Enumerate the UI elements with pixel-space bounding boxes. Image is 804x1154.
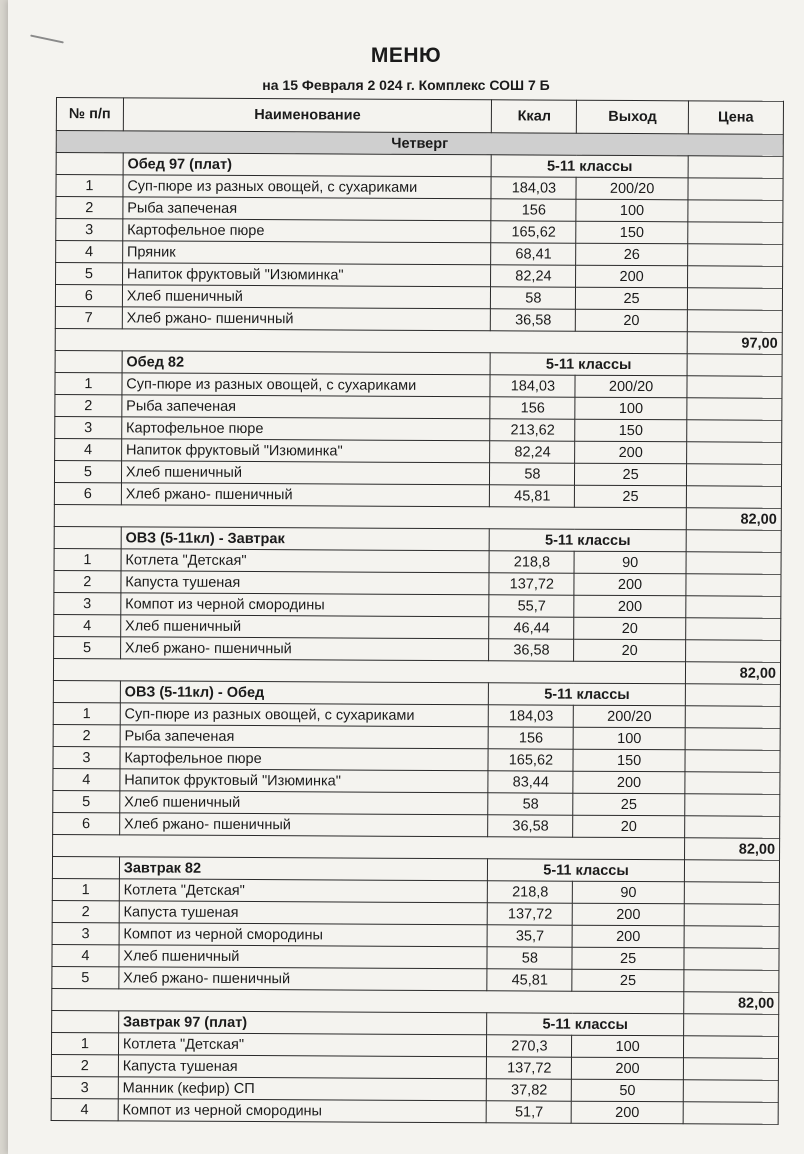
item-price bbox=[685, 794, 780, 816]
item-num: 3 bbox=[54, 592, 121, 614]
item-kcal: 218,8 bbox=[488, 881, 573, 903]
item-kcal: 137,72 bbox=[489, 573, 574, 595]
item-kcal: 51,7 bbox=[487, 1101, 572, 1123]
item-kcal: 36,58 bbox=[489, 639, 574, 661]
section-title: Обед 97 (плат) bbox=[123, 153, 492, 177]
item-output: 200 bbox=[572, 1101, 683, 1124]
item-num: 3 bbox=[55, 416, 122, 438]
section-title: Завтрак 82 bbox=[119, 857, 488, 881]
item-num: 5 bbox=[52, 966, 119, 988]
item-price bbox=[684, 926, 779, 948]
item-kcal: 45,81 bbox=[490, 485, 575, 507]
section-title: Завтрак 97 (плат) bbox=[118, 1011, 487, 1035]
item-kcal: 156 bbox=[490, 397, 575, 419]
item-output: 150 bbox=[575, 419, 686, 442]
item-name: Суп-пюре из разных овощей, с сухариками bbox=[123, 175, 492, 199]
item-kcal: 184,03 bbox=[489, 705, 574, 727]
item-num: 6 bbox=[55, 285, 122, 307]
item-name: Котлета "Детская" bbox=[119, 879, 488, 903]
item-kcal: 46,44 bbox=[489, 617, 574, 639]
col-header-kcal: Ккал bbox=[492, 100, 577, 133]
item-name: Манник (кефир) СП bbox=[118, 1077, 487, 1101]
item-num: 1 bbox=[52, 878, 119, 900]
item-output: 200 bbox=[574, 595, 685, 618]
item-kcal: 83,44 bbox=[488, 771, 573, 793]
pen-mark bbox=[30, 34, 64, 43]
item-output: 26 bbox=[576, 243, 687, 266]
item-kcal: 82,24 bbox=[491, 265, 576, 287]
section-title: ОВЗ (5-11кл) - Завтрак bbox=[121, 527, 490, 551]
page-title: МЕНЮ bbox=[370, 44, 442, 67]
item-name: Напиток фруктовый "Изюминка" bbox=[120, 769, 489, 793]
item-kcal: 58 bbox=[491, 287, 576, 309]
item-output: 200/20 bbox=[575, 375, 686, 398]
item-price bbox=[683, 1058, 778, 1080]
item-num: 5 bbox=[53, 790, 120, 812]
item-price bbox=[684, 904, 779, 926]
item-name: Компот из черной смородины bbox=[119, 923, 488, 947]
item-output: 150 bbox=[576, 221, 687, 244]
item-num: 3 bbox=[56, 219, 123, 241]
item-name: Картофельное пюре bbox=[122, 417, 491, 441]
section-title: ОВЗ (5-11кл) - Обед bbox=[120, 681, 489, 705]
item-price bbox=[688, 178, 783, 200]
item-price bbox=[684, 882, 779, 904]
item-output: 25 bbox=[576, 287, 687, 310]
item-name: Напиток фруктовый "Изюминка" bbox=[121, 439, 490, 463]
item-output: 25 bbox=[573, 793, 684, 816]
item-price bbox=[686, 442, 781, 464]
item-name: Хлеб ржано- пшеничный bbox=[122, 307, 491, 331]
section-group: 5-11 классы bbox=[490, 529, 687, 552]
item-num: 4 bbox=[53, 768, 120, 790]
item-output: 200/20 bbox=[574, 705, 685, 728]
item-name: Капуста тушеная bbox=[118, 1055, 487, 1079]
section-total-price: 82,00 bbox=[684, 838, 779, 860]
item-kcal: 137,72 bbox=[487, 1057, 572, 1079]
item-output: 100 bbox=[574, 727, 685, 750]
item-name: Рыба запеченая bbox=[120, 725, 489, 749]
section-num-empty bbox=[56, 153, 123, 175]
item-price bbox=[685, 618, 780, 640]
item-price bbox=[685, 706, 780, 728]
section-price-empty bbox=[687, 354, 782, 376]
section-title: Обед 82 bbox=[122, 351, 491, 375]
item-kcal: 35,7 bbox=[487, 925, 572, 947]
section-price-empty bbox=[685, 684, 780, 706]
item-output: 25 bbox=[575, 485, 686, 508]
item-price bbox=[687, 310, 782, 332]
item-num: 3 bbox=[53, 746, 120, 768]
item-output: 25 bbox=[575, 463, 686, 486]
item-kcal: 184,03 bbox=[490, 375, 575, 397]
item-name: Котлета "Детская" bbox=[118, 1033, 487, 1057]
item-output: 200/20 bbox=[576, 177, 687, 200]
section-num-empty bbox=[53, 680, 120, 702]
section-price-empty bbox=[684, 860, 779, 882]
item-num: 4 bbox=[54, 614, 121, 636]
item-num: 6 bbox=[54, 482, 121, 504]
item-kcal: 55,7 bbox=[489, 595, 574, 617]
col-header-name: Наименование bbox=[123, 98, 492, 133]
item-output: 50 bbox=[572, 1079, 683, 1102]
item-price bbox=[685, 750, 780, 772]
item-price bbox=[687, 288, 782, 310]
col-header-output: Выход bbox=[577, 100, 689, 134]
item-kcal: 45,81 bbox=[487, 969, 572, 991]
item-num: 6 bbox=[53, 812, 120, 834]
item-name: Капуста тушеная bbox=[119, 901, 488, 925]
item-num: 3 bbox=[51, 1076, 118, 1098]
section-total-price: 82,00 bbox=[684, 992, 779, 1014]
item-num: 2 bbox=[56, 197, 123, 219]
item-output: 100 bbox=[572, 1035, 683, 1058]
item-price bbox=[684, 816, 779, 838]
item-price bbox=[686, 596, 781, 618]
item-name: Хлеб ржано- пшеничный bbox=[121, 483, 490, 507]
item-output: 200 bbox=[572, 1057, 683, 1080]
item-output: 20 bbox=[574, 639, 685, 662]
item-price bbox=[686, 486, 781, 508]
item-name: Хлеб пшеничный bbox=[122, 285, 491, 309]
item-kcal: 137,72 bbox=[488, 903, 573, 925]
item-price bbox=[687, 244, 782, 266]
item-kcal: 156 bbox=[488, 727, 573, 749]
page-subtitle: на 15 Февраля 2 024 г. Комплекс СОШ 7 Б bbox=[262, 77, 550, 93]
item-price bbox=[688, 200, 783, 222]
item-price bbox=[685, 728, 780, 750]
item-num: 5 bbox=[54, 460, 121, 482]
item-num: 5 bbox=[54, 636, 121, 658]
item-num: 1 bbox=[55, 372, 122, 394]
item-kcal: 156 bbox=[491, 199, 576, 221]
item-price bbox=[685, 640, 780, 662]
item-num: 3 bbox=[52, 922, 119, 944]
col-header-price: Цена bbox=[688, 101, 783, 134]
section-total-price: 82,00 bbox=[685, 662, 780, 684]
item-price bbox=[684, 948, 779, 970]
item-name: Напиток фруктовый "Изюминка" bbox=[122, 263, 491, 287]
item-kcal: 36,58 bbox=[491, 309, 576, 331]
item-num: 1 bbox=[56, 175, 123, 197]
item-output: 200 bbox=[573, 771, 684, 794]
item-price bbox=[683, 1080, 778, 1102]
item-price bbox=[683, 1036, 778, 1058]
section-num-empty bbox=[54, 526, 121, 548]
section-price-empty bbox=[688, 156, 783, 178]
item-kcal: 58 bbox=[488, 793, 573, 815]
item-output: 90 bbox=[573, 881, 684, 904]
section-num-empty bbox=[52, 1010, 119, 1032]
section-total-price: 97,00 bbox=[687, 332, 782, 354]
item-num: 4 bbox=[56, 241, 123, 263]
item-price bbox=[686, 574, 781, 596]
item-num: 5 bbox=[56, 263, 123, 285]
item-kcal: 213,62 bbox=[490, 419, 575, 441]
item-output: 200 bbox=[576, 265, 687, 288]
item-name: Компот из черной смородины bbox=[121, 593, 490, 617]
item-kcal: 37,82 bbox=[487, 1079, 572, 1101]
item-name: Картофельное пюре bbox=[123, 219, 492, 243]
item-kcal: 68,41 bbox=[491, 243, 576, 265]
item-price bbox=[687, 266, 782, 288]
item-num: 2 bbox=[55, 394, 122, 416]
item-name: Капуста тушеная bbox=[121, 571, 490, 595]
day-label: Четверг bbox=[56, 131, 783, 157]
item-kcal: 165,62 bbox=[491, 221, 576, 243]
item-num: 1 bbox=[54, 548, 121, 570]
item-num: 2 bbox=[52, 900, 119, 922]
item-num: 4 bbox=[52, 944, 119, 966]
item-output: 100 bbox=[576, 199, 687, 222]
section-group: 5-11 классы bbox=[488, 859, 685, 882]
item-name: Суп-пюре из разных овощей, с сухариками bbox=[120, 703, 489, 727]
item-kcal: 165,62 bbox=[488, 749, 573, 771]
item-output: 200 bbox=[573, 903, 684, 926]
item-name: Котлета "Детская" bbox=[121, 549, 490, 573]
item-num: 4 bbox=[55, 438, 122, 460]
section-total-price: 82,00 bbox=[686, 508, 781, 530]
item-price bbox=[686, 552, 781, 574]
item-kcal: 58 bbox=[490, 463, 575, 485]
item-name: Хлеб пшеничный bbox=[119, 945, 488, 969]
section-num-empty bbox=[55, 350, 122, 372]
item-output: 200 bbox=[572, 925, 683, 948]
header-row bbox=[56, 98, 783, 135]
item-num: 2 bbox=[54, 570, 121, 592]
item-name: Хлеб ржано- пшеничный bbox=[119, 813, 488, 837]
item-output: 25 bbox=[572, 947, 683, 970]
item-output: 90 bbox=[574, 551, 685, 574]
item-name: Картофельное пюре bbox=[120, 747, 489, 771]
item-price bbox=[683, 1102, 778, 1124]
col-header-num: № п/п bbox=[56, 98, 123, 131]
item-price bbox=[684, 970, 779, 992]
item-output: 25 bbox=[572, 969, 683, 992]
item-output: 200 bbox=[575, 441, 686, 464]
section-group: 5-11 классы bbox=[491, 155, 688, 178]
item-num: 7 bbox=[55, 306, 122, 328]
section-group: 5-11 классы bbox=[490, 353, 687, 376]
item-num: 1 bbox=[53, 702, 120, 724]
item-kcal: 184,03 bbox=[491, 177, 576, 199]
item-name: Хлеб пшеничный bbox=[120, 791, 489, 815]
menu-table bbox=[51, 97, 784, 1125]
item-name: Хлеб ржано- пшеничный bbox=[120, 637, 489, 661]
item-price bbox=[686, 464, 781, 486]
item-output: 150 bbox=[573, 749, 684, 772]
item-output: 20 bbox=[574, 617, 685, 640]
item-price bbox=[687, 398, 782, 420]
item-num: 2 bbox=[53, 724, 120, 746]
item-name: Рыба запеченая bbox=[122, 395, 491, 419]
item-name: Хлеб ржано- пшеничный bbox=[119, 967, 488, 991]
table-row bbox=[51, 1098, 778, 1124]
item-name: Рыба запеченая bbox=[123, 197, 492, 221]
section-group: 5-11 классы bbox=[489, 683, 686, 706]
item-name: Компот из черной смородины bbox=[118, 1099, 487, 1123]
item-output: 20 bbox=[573, 815, 684, 838]
section-num-empty bbox=[52, 856, 119, 878]
menu-sheet bbox=[8, 0, 804, 1154]
item-num: 2 bbox=[51, 1054, 118, 1076]
item-price bbox=[688, 222, 783, 244]
item-num: 1 bbox=[51, 1032, 118, 1054]
item-name: Пряник bbox=[122, 241, 491, 265]
item-kcal: 36,58 bbox=[488, 815, 573, 837]
item-name: Суп-пюре из разных овощей, с сухариками bbox=[122, 373, 491, 397]
section-price-empty bbox=[683, 1014, 778, 1036]
item-num: 4 bbox=[51, 1098, 118, 1120]
item-output: 200 bbox=[574, 573, 685, 596]
section-group: 5-11 классы bbox=[487, 1013, 684, 1036]
item-price bbox=[687, 376, 782, 398]
item-kcal: 58 bbox=[487, 947, 572, 969]
item-kcal: 82,24 bbox=[490, 441, 575, 463]
item-name: Хлеб пшеничный bbox=[121, 461, 490, 485]
item-price bbox=[685, 772, 780, 794]
section-price-empty bbox=[686, 530, 781, 552]
item-price bbox=[687, 420, 782, 442]
item-kcal: 218,8 bbox=[489, 551, 574, 573]
item-output: 20 bbox=[576, 309, 687, 332]
item-kcal: 270,3 bbox=[487, 1035, 572, 1057]
item-name: Хлеб пшеничный bbox=[120, 615, 489, 639]
item-output: 100 bbox=[575, 397, 686, 420]
